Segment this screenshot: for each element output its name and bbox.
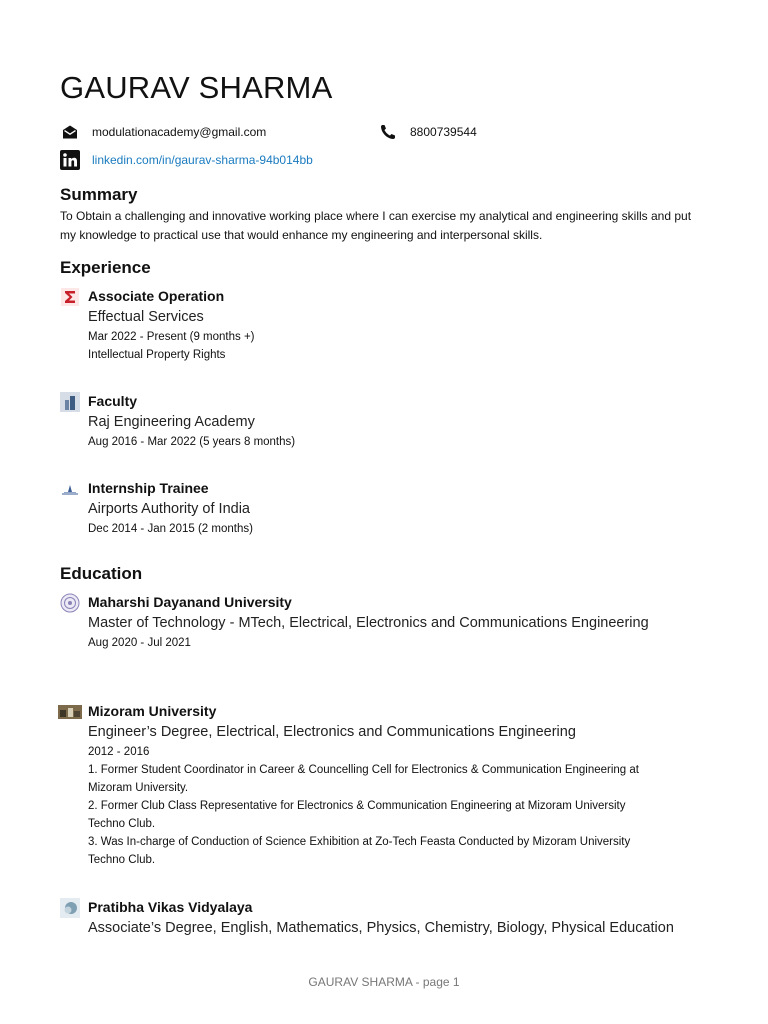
- resume-name: GAURAV SHARMA: [60, 70, 333, 105]
- education-heading: Education: [60, 564, 143, 583]
- linkedin-icon: [60, 150, 80, 170]
- company-name: Effectual Services: [88, 309, 204, 325]
- job-dates: Mar 2022 - Present (9 months +): [88, 331, 255, 343]
- email-contact[interactable]: [60, 122, 266, 142]
- education-note: 1. Former Student Coordinator in Career & Councelling Cell for Electronics & Communication Engineering at Mizoram University.: [88, 764, 639, 794]
- phone-contact[interactable]: [378, 122, 477, 142]
- degree: Engineer’s Degree, Electrical, Electronics and Communications Engineering: [88, 724, 576, 740]
- school-name: Pratibha Vikas Vidyalaya: [88, 899, 253, 915]
- mdu-logo: [60, 593, 80, 613]
- raj-academy-logo: [60, 392, 80, 412]
- company-name: Airports Authority of India: [88, 501, 250, 517]
- company-name: Raj Engineering Academy: [88, 414, 255, 430]
- email-icon: [60, 122, 80, 142]
- summary-heading: Summary: [60, 185, 138, 204]
- job-title: Internship Trainee: [88, 480, 209, 496]
- airports-authority-logo: [60, 479, 80, 499]
- job-dates: Aug 2016 - Mar 2022 (5 years 8 months): [88, 436, 296, 448]
- school-name: Mizoram University: [88, 703, 217, 719]
- education-note: 2. Former Club Class Representative for Electronics & Communication Engineering at Mizoram University Techno Club.: [88, 800, 626, 830]
- pratibha-vikas-logo: [60, 898, 80, 918]
- degree: Associate’s Degree, English, Mathematics, Physics, Chemistry, Biology, Physical Education: [88, 920, 674, 936]
- page-footer: GAURAV SHARMA - page 1: [308, 975, 460, 989]
- job-title: Faculty: [88, 393, 138, 409]
- job-description: Intellectual Property Rights: [88, 349, 226, 361]
- phone-text: 8800739544: [410, 125, 477, 139]
- job-title: Associate Operation: [88, 288, 225, 304]
- job-dates: Dec 2014 - Jan 2015 (2 months): [88, 523, 253, 535]
- phone-icon: [378, 122, 398, 142]
- linkedin-contact[interactable]: [60, 150, 313, 170]
- mizoram-university-logo: [58, 702, 82, 722]
- effectual-services-logo: [60, 287, 80, 307]
- education-dates: Aug 2020 - Jul 2021: [88, 637, 191, 649]
- education-note: 3. Was In-charge of Conduction of Science Exhibition at Zo-Tech Feasta Conducted by Mizoram University Techno Club.: [88, 836, 631, 866]
- linkedin-link[interactable]: linkedin.com/in/gaurav-sharma-94b014bb: [92, 153, 313, 167]
- school-name: Maharshi Dayanand University: [88, 594, 292, 610]
- email-text: modulationacademy@gmail.com: [92, 125, 267, 139]
- degree: Master of Technology - MTech, Electrical, Electronics and Communications Engineering: [88, 615, 649, 631]
- experience-heading: Experience: [60, 258, 151, 277]
- summary-text: To Obtain a challenging and innovative working place where I can exercise my analytical and engineering skills and put my knowledge to practical use that would enhance my engineering and interpersonal skills.: [60, 209, 692, 242]
- education-dates: 2012 - 2016: [88, 746, 150, 758]
